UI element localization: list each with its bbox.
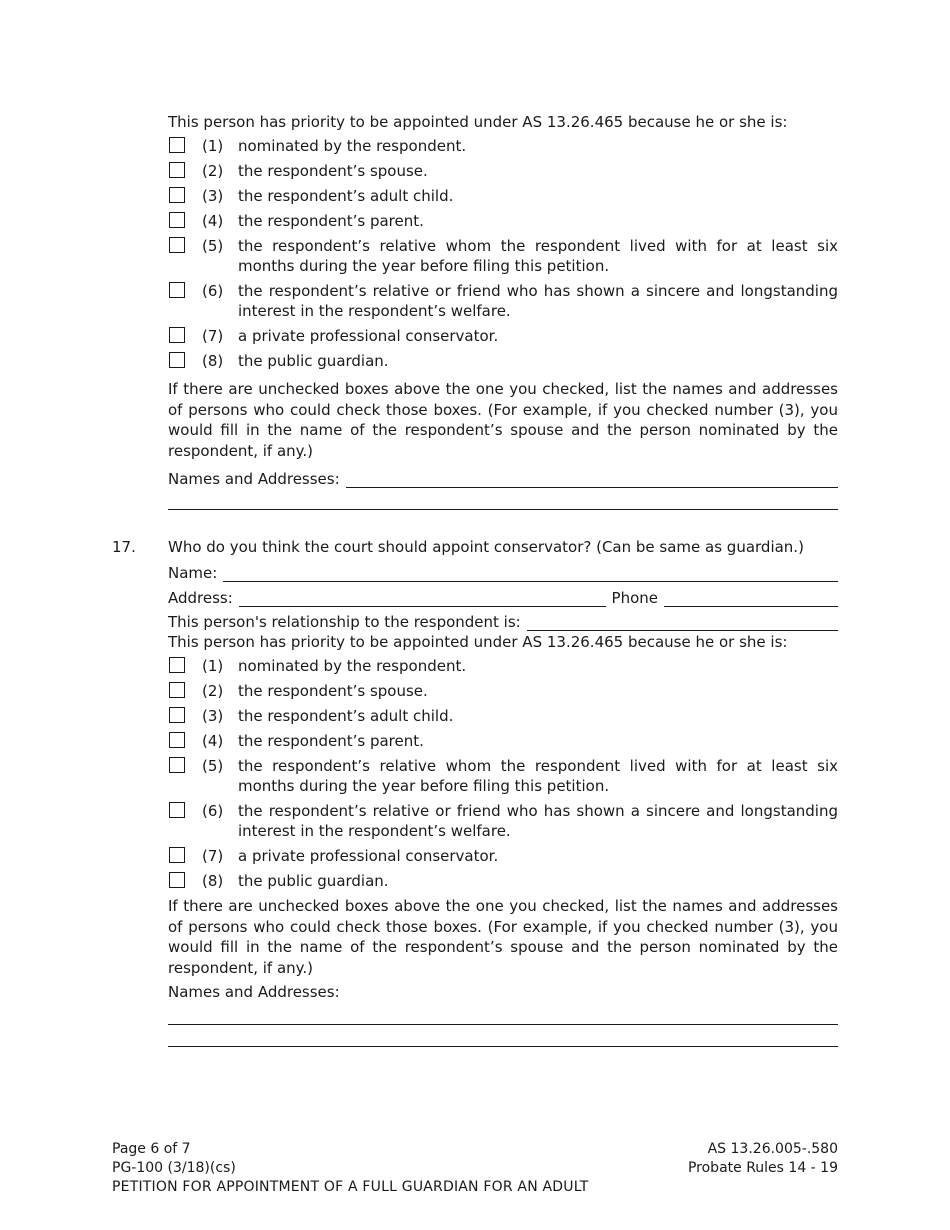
option-number: (5) — [202, 237, 224, 255]
names-addresses-input-line-2[interactable] — [168, 493, 838, 510]
relationship-input[interactable] — [527, 614, 838, 631]
option-text: nominated by the respondent. — [238, 657, 467, 675]
names-addresses-input[interactable] — [346, 471, 838, 488]
checkbox[interactable] — [169, 657, 185, 673]
address-input[interactable] — [239, 590, 606, 607]
relationship-row — [168, 607, 838, 631]
option-number: (7) — [202, 327, 224, 345]
option-number: (3) — [202, 707, 224, 725]
option-text: nominated by the respondent. — [238, 137, 467, 155]
priority-intro: This person has priority to be appointed under AS 13.26.465 because he or she is: — [168, 633, 788, 651]
option-text: the respondent’s relative whom the respondent lived with for at least six months during the year before filing this petition. — [238, 757, 838, 795]
page-number: Page 6 of 7 — [112, 1141, 191, 1157]
option-text: the respondent’s spouse. — [238, 682, 428, 700]
relationship-label: This person's relationship to the respondent is: — [168, 613, 521, 631]
unchecked-boxes-note: If there are unchecked boxes above the one you checked, list the names and addresses of persons who could check those boxes. (For example, if you checked number (3), you would fill in the name of the respondent’s spouse and the person nominated by the respondent, if any.) — [168, 380, 838, 460]
conservator-question: Who do you think the court should appoint conservator? (Can be same as guardian.) — [168, 538, 804, 556]
conservator-option-6 — [168, 801, 838, 841]
option-text: the respondent’s adult child. — [238, 187, 454, 205]
option-number: (3) — [202, 187, 224, 205]
option-text: the respondent’s relative or friend who has shown a sincere and longstanding interest in the respondent’s welfare. — [238, 802, 838, 840]
names-addresses-row — [168, 464, 838, 488]
checkbox[interactable] — [169, 352, 185, 368]
option-number: (8) — [202, 872, 224, 890]
name-label: Name: — [168, 564, 218, 582]
option-text: the respondent’s relative or friend who has shown a sincere and longstanding interest in the respondent’s welfare. — [238, 282, 838, 320]
option-number: (1) — [202, 137, 224, 155]
option-text: the respondent’s parent. — [238, 732, 424, 750]
names-addresses-row-2 — [168, 1025, 838, 1047]
option-number: (2) — [202, 162, 224, 180]
checkbox[interactable] — [169, 187, 185, 203]
checkbox[interactable] — [169, 802, 185, 818]
checkbox[interactable] — [169, 872, 185, 888]
checkbox[interactable] — [169, 707, 185, 723]
section-17 — [168, 536, 838, 1047]
checkbox[interactable] — [169, 137, 185, 153]
checkbox[interactable] — [169, 237, 185, 253]
option-text: the respondent’s parent. — [238, 212, 424, 230]
priority-option-5 — [168, 236, 838, 276]
option-number: (6) — [202, 802, 224, 820]
conservator-option-2 — [168, 681, 838, 701]
priority-intro: This person has priority to be appointed under AS 13.26.465 because he or she is: — [168, 113, 788, 131]
names-addresses-input-line-2[interactable] — [168, 1030, 838, 1047]
names-addresses-input-line-1[interactable] — [168, 1008, 838, 1025]
option-number: (1) — [202, 657, 224, 675]
option-text: the respondent’s spouse. — [238, 162, 428, 180]
priority-option-4 — [168, 211, 838, 231]
form-id: PG-100 (3/18)(cs) — [112, 1160, 236, 1176]
names-addresses-label: Names and Addresses: — [168, 983, 340, 1001]
footer-right — [688, 1140, 838, 1178]
option-text: a private professional conservator. — [238, 327, 499, 345]
option-number: (4) — [202, 212, 224, 230]
checkbox[interactable] — [169, 282, 185, 298]
priority-option-2 — [168, 161, 838, 181]
option-number: (7) — [202, 847, 224, 865]
priority-option-3 — [168, 186, 838, 206]
checkbox[interactable] — [169, 847, 185, 863]
option-number: (6) — [202, 282, 224, 300]
section-16-priority — [168, 111, 838, 510]
option-number: (5) — [202, 757, 224, 775]
checkbox[interactable] — [169, 732, 185, 748]
names-addresses-label: Names and Addresses: — [168, 470, 340, 488]
conservator-option-8 — [168, 871, 838, 891]
checkbox[interactable] — [169, 682, 185, 698]
footer-left — [112, 1140, 589, 1197]
priority-option-6 — [168, 281, 838, 321]
checkbox[interactable] — [169, 162, 185, 178]
conservator-option-5 — [168, 756, 838, 796]
form-title: PETITION FOR APPOINTMENT OF A FULL GUARDIAN FOR AN ADULT — [112, 1179, 589, 1195]
probate-rules: Probate Rules 14 - 19 — [687, 1160, 838, 1176]
conservator-option-4 — [168, 731, 838, 751]
checkbox[interactable] — [169, 327, 185, 343]
option-number: (8) — [202, 352, 224, 370]
names-addresses-extra-row — [168, 488, 838, 510]
name-input[interactable] — [223, 565, 838, 582]
address-row — [168, 582, 838, 607]
checkbox[interactable] — [169, 212, 185, 228]
names-addresses-row-1 — [168, 1003, 838, 1025]
priority-option-8 — [168, 351, 838, 371]
option-number: (2) — [202, 682, 224, 700]
option-text: the respondent’s adult child. — [238, 707, 454, 725]
option-number: (4) — [202, 732, 224, 750]
priority-option-7 — [168, 326, 838, 346]
option-text: the respondent’s relative whom the respondent lived with for at least six months during the year before filing this petition. — [238, 237, 838, 275]
priority-option-1 — [168, 136, 838, 156]
option-text: the public guardian. — [238, 352, 389, 370]
address-label: Address: — [168, 589, 233, 607]
checkbox[interactable] — [169, 757, 185, 773]
conservator-option-7 — [168, 846, 838, 866]
phone-input[interactable] — [664, 590, 838, 607]
statute-reference: AS 13.26.005-.580 — [707, 1141, 838, 1157]
option-text: a private professional conservator. — [238, 847, 499, 865]
option-text: the public guardian. — [238, 872, 389, 890]
unchecked-boxes-note: If there are unchecked boxes above the one you checked, list the names and addresses of persons who could check those boxes. (For example, if you checked number (3), you would fill in the name of the respondent’s spouse and the person nominated by the respondent, if any.) — [168, 897, 838, 977]
phone-label: Phone — [611, 589, 658, 607]
item-number-17: 17. — [112, 538, 136, 556]
conservator-option-1 — [168, 656, 838, 676]
name-row — [168, 558, 838, 582]
conservator-option-3 — [168, 706, 838, 726]
